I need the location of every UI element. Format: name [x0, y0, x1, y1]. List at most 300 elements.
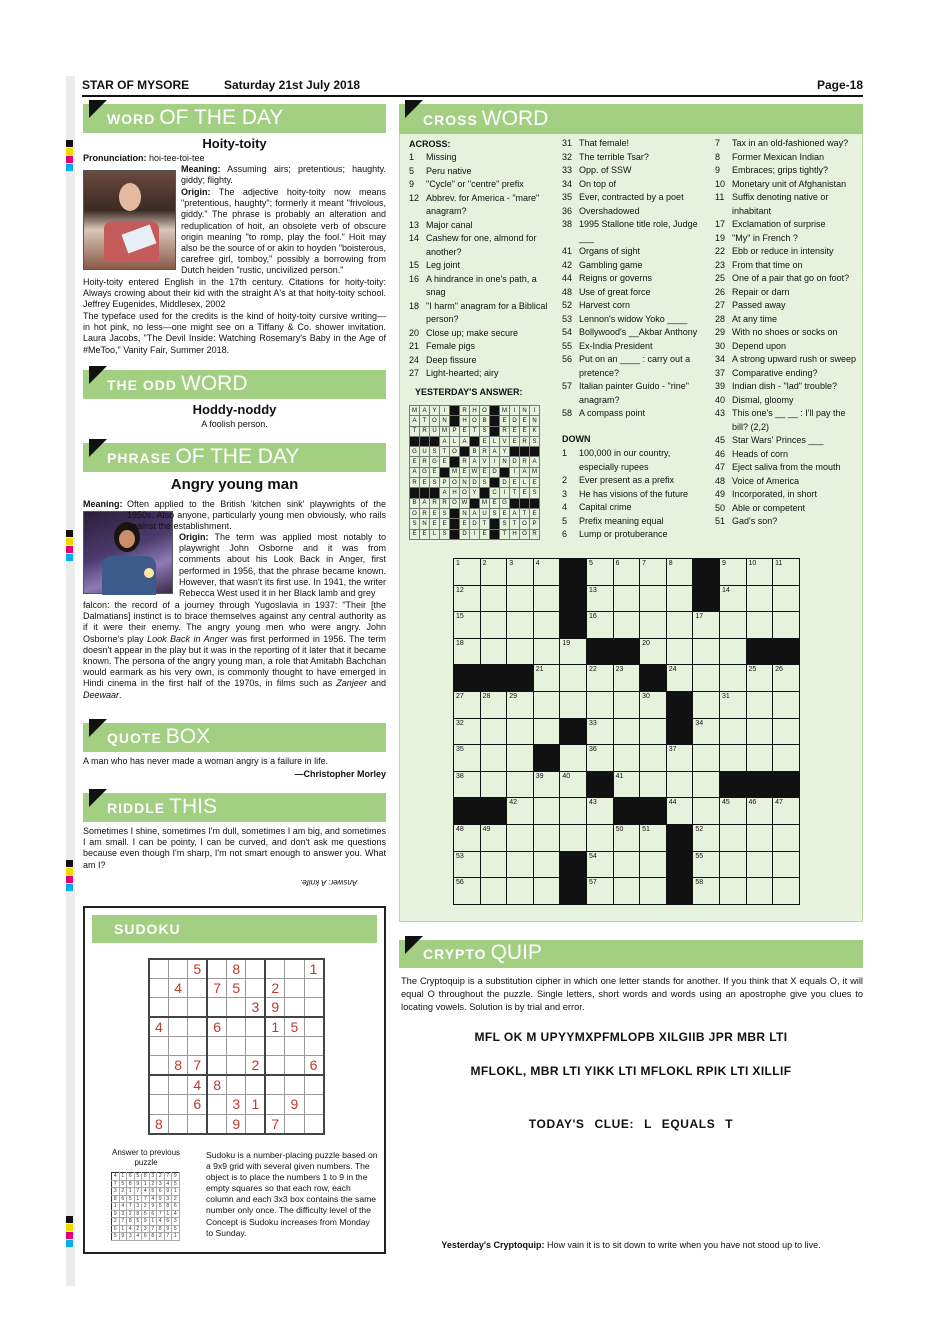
clue-item: 14 Cashew for one, almond for another?: [409, 233, 537, 257]
sudoku-cell[interactable]: [149, 1056, 168, 1075]
crossword-cell[interactable]: 10: [746, 559, 773, 586]
crossword-cell[interactable]: [507, 638, 534, 665]
clue-item: 36 Overshadowed: [562, 205, 640, 216]
sudoku-cell[interactable]: [207, 1114, 226, 1133]
sudoku-cell[interactable]: [246, 1017, 265, 1036]
riddle-answer: Answer: A knife.: [300, 878, 358, 887]
crossword-cell[interactable]: 21: [533, 665, 560, 692]
crossword-cell[interactable]: 20: [640, 638, 667, 665]
sudoku-cell[interactable]: [285, 1037, 304, 1056]
crossword-cell[interactable]: 34: [693, 718, 720, 745]
crossword-cell[interactable]: 31: [719, 691, 746, 718]
sudoku-cell: 8: [207, 1075, 226, 1094]
sudoku-cell: 3: [157, 1180, 165, 1188]
crossword-cell[interactable]: [640, 612, 667, 639]
answer-cell: [430, 488, 440, 498]
answer-cell: E: [460, 426, 470, 436]
crossword-black-cell: [640, 798, 667, 825]
crossword-cell[interactable]: 52: [693, 824, 720, 851]
crossword-cell[interactable]: 3: [507, 559, 534, 586]
answer-cell: R: [420, 508, 430, 518]
sudoku-cell: 9: [134, 1180, 142, 1188]
crossword-cell[interactable]: [533, 878, 560, 905]
crossword-cell[interactable]: [560, 745, 587, 772]
sudoku-cell[interactable]: [207, 959, 226, 978]
sudoku-cell[interactable]: [168, 1075, 187, 1094]
crossword-cell[interactable]: [507, 851, 534, 878]
answer-cell: E: [440, 519, 450, 529]
clue-item: 19 "My" in French ?: [715, 232, 798, 243]
crossword-cell[interactable]: [613, 745, 640, 772]
sudoku-cell[interactable]: [246, 1037, 265, 1056]
crossword-cell[interactable]: 18: [454, 638, 481, 665]
crossword-cell[interactable]: [560, 665, 587, 692]
sudoku-cell[interactable]: [149, 998, 168, 1017]
sudoku-cell[interactable]: [227, 1037, 246, 1056]
crossword-cell[interactable]: 46: [746, 798, 773, 825]
clue-item: 49 Incorporated, in short: [715, 489, 818, 499]
crossword-cell[interactable]: 40: [560, 771, 587, 798]
crossword-cell[interactable]: [640, 851, 667, 878]
sudoku-cell: 5: [134, 1218, 142, 1226]
crossword-cell[interactable]: [746, 612, 773, 639]
crossword-cell[interactable]: [560, 691, 587, 718]
crossword-cell[interactable]: 57: [586, 878, 613, 905]
crossword-cell[interactable]: 37: [666, 745, 693, 772]
answer-cell: R: [430, 498, 440, 508]
crossword-cell[interactable]: [533, 718, 560, 745]
sudoku-cell[interactable]: [149, 1037, 168, 1056]
crossword-cell[interactable]: [533, 798, 560, 825]
crossword-cell[interactable]: 16: [586, 612, 613, 639]
sudoku-cell[interactable]: [246, 959, 265, 978]
crossword-black-cell: [773, 638, 800, 665]
crossword-cell[interactable]: 45: [719, 798, 746, 825]
sudoku-cell[interactable]: [285, 1114, 304, 1133]
sudoku-cell[interactable]: [168, 1037, 187, 1056]
crossword-cell[interactable]: [533, 691, 560, 718]
crossword-cell[interactable]: 8: [666, 559, 693, 586]
crossword-cell[interactable]: [746, 718, 773, 745]
sudoku-cell[interactable]: [188, 1017, 207, 1036]
sudoku-cell[interactable]: [285, 959, 304, 978]
crossword-cell[interactable]: [746, 851, 773, 878]
crossword-cell[interactable]: [640, 718, 667, 745]
clue-item: 52 Harvest corn: [562, 300, 631, 310]
answer-cell: U: [480, 508, 490, 518]
crossword-cell[interactable]: [773, 851, 800, 878]
sudoku-cell: 3: [246, 998, 265, 1017]
crossword-cell[interactable]: [586, 824, 613, 851]
woman-portrait-photo: [83, 170, 176, 270]
crossword-cell[interactable]: [507, 878, 534, 905]
crossword-cell[interactable]: [507, 824, 534, 851]
sudoku-cell: 7: [127, 1203, 135, 1211]
crossword-black-cell: [480, 665, 507, 692]
crossword-cell[interactable]: 42: [507, 798, 534, 825]
sudoku-cell[interactable]: [304, 1037, 323, 1056]
sudoku-cell[interactable]: [207, 1056, 226, 1075]
sudoku-cell[interactable]: [207, 1037, 226, 1056]
sudoku-cell[interactable]: [149, 959, 168, 978]
crossword-cell[interactable]: 27: [454, 691, 481, 718]
answer-cell: [470, 498, 480, 508]
crossword-cell[interactable]: 4: [533, 559, 560, 586]
sudoku-cell[interactable]: [304, 978, 323, 997]
crossword-cell[interactable]: [693, 745, 720, 772]
sudoku-cell: 7: [207, 978, 226, 997]
answer-cell: [440, 467, 450, 477]
sudoku-cell: 4: [172, 1210, 180, 1218]
sudoku-cell: 8: [142, 1173, 150, 1181]
answer-cell: D: [490, 467, 500, 477]
crossword-cell[interactable]: [746, 745, 773, 772]
crossword-cell[interactable]: [693, 798, 720, 825]
crossword-cell[interactable]: [719, 851, 746, 878]
clue-item: 5 Peru native: [409, 165, 472, 176]
clue-item: 54 Bollywood's __Akbar Anthony: [562, 327, 698, 337]
answer-cell: T: [480, 519, 490, 529]
crossword-cell[interactable]: 50: [613, 824, 640, 851]
crossword-cell[interactable]: 48: [454, 824, 481, 851]
sudoku-cell[interactable]: [265, 1037, 284, 1056]
crossword-cell[interactable]: [480, 745, 507, 772]
crossword-black-cell: [560, 612, 587, 639]
crossword-cell[interactable]: [719, 638, 746, 665]
crossword-cell[interactable]: [693, 771, 720, 798]
clue-item: 5 Prefix meaning equal: [562, 515, 664, 526]
crossword-cell[interactable]: [719, 745, 746, 772]
sudoku-cell: 9: [119, 1233, 127, 1241]
crossword-cell[interactable]: [613, 612, 640, 639]
crossword-cell[interactable]: [640, 771, 667, 798]
sudoku-cell[interactable]: [246, 978, 265, 997]
crossword-black-cell: [666, 878, 693, 905]
crossword-cell[interactable]: 6: [613, 559, 640, 586]
crossword-cell[interactable]: [560, 798, 587, 825]
crossword-cell[interactable]: [773, 718, 800, 745]
crossword-cell[interactable]: 49: [480, 824, 507, 851]
crossword-cell[interactable]: [480, 638, 507, 665]
sudoku-cell[interactable]: [227, 1017, 246, 1036]
crossword-cell[interactable]: 54: [586, 851, 613, 878]
clue-item: 56 Put on an ____ : carry out a pretence?: [562, 354, 691, 378]
crossword-cell[interactable]: [480, 878, 507, 905]
answer-cell: [490, 529, 500, 539]
answer-cell: S: [500, 519, 510, 529]
crossword-cell[interactable]: [773, 745, 800, 772]
sudoku-cell[interactable]: [168, 959, 187, 978]
answer-cell: S: [480, 426, 490, 436]
crossword-cell[interactable]: [613, 878, 640, 905]
crossword-cell[interactable]: [613, 585, 640, 612]
crossword-cell[interactable]: 30: [640, 691, 667, 718]
sudoku-cell: 1: [172, 1233, 180, 1241]
crossword-cell[interactable]: 39: [533, 771, 560, 798]
sudoku-cell[interactable]: [168, 1017, 187, 1036]
answer-cell: N: [460, 508, 470, 518]
crossword-cell[interactable]: 47: [773, 798, 800, 825]
crossword-cell[interactable]: [746, 878, 773, 905]
sudoku-cell: 2: [157, 1173, 165, 1181]
sudoku-cell[interactable]: [304, 1075, 323, 1094]
answer-cell: R: [500, 426, 510, 436]
crossword-cell[interactable]: 25: [746, 665, 773, 692]
sudoku-cell[interactable]: [227, 1056, 246, 1075]
crossword-cell[interactable]: [719, 665, 746, 692]
answer-cell: C: [490, 488, 500, 498]
crossword-cell[interactable]: 22: [586, 665, 613, 692]
clue-item: 29 With no shoes or socks on: [715, 327, 838, 337]
answer-cell: E: [500, 416, 510, 426]
crossword-black-cell: [693, 559, 720, 586]
crossword-cell[interactable]: 26: [773, 665, 800, 692]
sudoku-cell[interactable]: [285, 978, 304, 997]
sudoku-cell[interactable]: [304, 1114, 323, 1133]
sudoku-cell[interactable]: [188, 1037, 207, 1056]
yesterday-crossword-answer: [409, 405, 540, 540]
crossword-cell[interactable]: 56: [454, 878, 481, 905]
color-marks: [66, 140, 73, 172]
sudoku-grid[interactable]: [148, 958, 325, 1135]
sudoku-cell[interactable]: [188, 998, 207, 1017]
crossword-cell[interactable]: [560, 824, 587, 851]
sudoku-cell[interactable]: [168, 998, 187, 1017]
crossword-cell[interactable]: 23: [613, 665, 640, 692]
crossword-cell[interactable]: [507, 771, 534, 798]
page-header: [82, 76, 863, 96]
crossword-cell[interactable]: 9: [719, 559, 746, 586]
crossword-cell[interactable]: [507, 718, 534, 745]
answer-cell: [510, 498, 520, 508]
crossword-cell[interactable]: 14: [719, 585, 746, 612]
crossword-cell[interactable]: 19: [560, 638, 587, 665]
clue-item: 12 Abbrev. for America - "mare" anagram?: [409, 192, 540, 216]
crossword-cell[interactable]: [480, 851, 507, 878]
crossword-cell[interactable]: [480, 771, 507, 798]
crossword-cell[interactable]: [640, 745, 667, 772]
crossword-cell[interactable]: 55: [693, 851, 720, 878]
color-marks: [66, 860, 73, 892]
crossword-cell[interactable]: [719, 718, 746, 745]
answer-cell: M: [530, 467, 540, 477]
answer-cell: H: [510, 529, 520, 539]
crossword-cell[interactable]: [719, 824, 746, 851]
crossword-cell[interactable]: [693, 691, 720, 718]
crossword-cell[interactable]: 28: [480, 691, 507, 718]
crossword-cell[interactable]: 5: [586, 559, 613, 586]
crossword-cell[interactable]: 58: [693, 878, 720, 905]
clue-item: 6 Lump or protuberance: [562, 529, 668, 539]
crossword-cell[interactable]: 7: [640, 559, 667, 586]
sudoku-cell: 1: [172, 1188, 180, 1196]
crossword-cell[interactable]: [533, 851, 560, 878]
crossword-cell[interactable]: [773, 878, 800, 905]
clue-item: 44 Reigns or governs: [562, 273, 653, 283]
crossword-cell[interactable]: [773, 824, 800, 851]
crossword-cell[interactable]: 38: [454, 771, 481, 798]
sudoku-cell: 1: [112, 1203, 120, 1211]
crossword-cell[interactable]: 29: [507, 691, 534, 718]
answer-cell: S: [410, 519, 420, 529]
crossword-cell[interactable]: 12: [454, 585, 481, 612]
crossword-cell[interactable]: [480, 718, 507, 745]
clue-item: 13 Major canal: [409, 219, 473, 230]
crossword-cell[interactable]: 17: [693, 612, 720, 639]
sudoku-cell: 7: [149, 1225, 157, 1233]
sudoku-cell[interactable]: [207, 1095, 226, 1114]
sudoku-cell: 6: [149, 1210, 157, 1218]
crossword-cell[interactable]: 36: [586, 745, 613, 772]
crossword-cell[interactable]: 35: [454, 745, 481, 772]
crossword-cell[interactable]: 2: [480, 559, 507, 586]
crossword-cell[interactable]: [640, 878, 667, 905]
crossword-cell[interactable]: 43: [586, 798, 613, 825]
crossword-cell[interactable]: 41: [613, 771, 640, 798]
clue-item: 10 Monetary unit of Afghanistan: [715, 178, 847, 189]
phrase-history: falcon: the record of a journey through Yugoslavia in 1937: "Their [the Dalmatians] instinct is to brace themselves against any central authority as if it were their enemy. The angry young men who were angry. John Osborne's play Look Back in Anger was first performed in 1956. The term doesn't appear in the play but it was in the reporting of it later that it became known. The persona of the angry young man, a role that Amitabh Bachchan would earmark as his very own, is commonly thought to have emerged in Hindi cinema in the first half of the 1970s, in films such as Zanjeer and Deewaar.: [83, 600, 386, 700]
across-clues-col1: [409, 151, 554, 381]
sudoku-cell[interactable]: [285, 998, 304, 1017]
crossword-cell[interactable]: 33: [586, 718, 613, 745]
crossword-cell[interactable]: [773, 612, 800, 639]
crossword-cell[interactable]: 51: [640, 824, 667, 851]
sudoku-cell: 2: [172, 1195, 180, 1203]
crossword-cell[interactable]: [507, 745, 534, 772]
crossword-cell[interactable]: [533, 585, 560, 612]
sudoku-cell[interactable]: [149, 1095, 168, 1114]
clue-item: 32 The terrible Tsar?: [562, 151, 649, 162]
sudoku-cell[interactable]: [188, 978, 207, 997]
sudoku-cell[interactable]: [227, 998, 246, 1017]
crossword-black-cell: [613, 638, 640, 665]
crossword-cell[interactable]: [480, 585, 507, 612]
crossword-cell[interactable]: [746, 585, 773, 612]
crossword-cell[interactable]: 1: [454, 559, 481, 586]
answer-cell: A: [530, 457, 540, 467]
crossword-cell[interactable]: [773, 585, 800, 612]
crossword-cell[interactable]: [666, 585, 693, 612]
paper-name: STAR OF MYSORE: [82, 78, 190, 92]
answer-cell: S: [490, 508, 500, 518]
clue-item: 18 "I harm" anagram for a Biblical person?: [409, 300, 548, 324]
sudoku-cell[interactable]: [265, 1056, 284, 1075]
answer-cell: H: [470, 406, 480, 416]
crossword-cell[interactable]: [719, 612, 746, 639]
crossword-cell[interactable]: 24: [666, 665, 693, 692]
sudoku-cell: 6: [157, 1188, 165, 1196]
crossword-grid[interactable]: [453, 558, 800, 905]
cryptoquip-intro: The Cryptoquip is a substitution cipher in which one letter stands for another. If you think that X equals O, it will equal O throughout the puzzle. Single letters, short words and words using an apostrophe give you clues to locating vowels. Solution is by trial and error.: [401, 976, 863, 1012]
header-rule: [82, 95, 863, 97]
crossword-cell[interactable]: [586, 691, 613, 718]
sudoku-cell[interactable]: [304, 1017, 323, 1036]
sudoku-cell[interactable]: [265, 1095, 284, 1114]
crossword-cell[interactable]: [746, 824, 773, 851]
crossword-cell[interactable]: [666, 612, 693, 639]
sudoku-cell[interactable]: [265, 1075, 284, 1094]
crossword-cell[interactable]: [613, 718, 640, 745]
crossword-cell[interactable]: [640, 585, 667, 612]
sudoku-cell: 5: [172, 1180, 180, 1188]
clue-item: 57 Italian painter Guido - "rine" anagram?: [562, 381, 689, 405]
answer-cell: O: [450, 498, 460, 508]
answer-cell: E: [530, 478, 540, 488]
answer-cell: O: [480, 406, 490, 416]
crossword-cell[interactable]: [533, 638, 560, 665]
crossword-cell[interactable]: [613, 851, 640, 878]
sudoku-cell: 4: [164, 1180, 172, 1188]
sudoku-prev-label: Answer to previous puzzle: [111, 1148, 181, 1167]
crossword-cell[interactable]: [480, 612, 507, 639]
answer-cell: M: [440, 426, 450, 436]
crossword-cell[interactable]: [666, 771, 693, 798]
sudoku-cell[interactable]: [246, 1075, 265, 1094]
crossword-cell[interactable]: [773, 691, 800, 718]
sudoku-cell: 4: [119, 1203, 127, 1211]
crossword-cell[interactable]: [693, 638, 720, 665]
sudoku-cell[interactable]: [168, 1095, 187, 1114]
crossword-cell[interactable]: [507, 585, 534, 612]
crossword-cell[interactable]: [666, 638, 693, 665]
sudoku-cell[interactable]: [149, 978, 168, 997]
answer-cell: E: [460, 519, 470, 529]
crossword-cell[interactable]: [613, 691, 640, 718]
sudoku-cell[interactable]: [304, 998, 323, 1017]
sudoku-cell[interactable]: [168, 1114, 187, 1133]
sudoku-cell[interactable]: [149, 1075, 168, 1094]
answer-cell: A: [410, 467, 420, 477]
cryptoquip-line-1: MFL OK M UPYYMXPFMLOPB XILGIIB JPR MBR LTI: [474, 1030, 788, 1044]
crossword-cell[interactable]: [693, 665, 720, 692]
sudoku-cell[interactable]: [304, 1095, 323, 1114]
answer-cell: D: [470, 478, 480, 488]
answer-cell: [450, 508, 460, 518]
sudoku-cell: 9: [157, 1195, 165, 1203]
answer-cell: N: [520, 406, 530, 416]
crossword-cell[interactable]: [719, 878, 746, 905]
crossword-black-cell: [613, 798, 640, 825]
answer-cell: A: [440, 436, 450, 446]
crossword-cell[interactable]: 32: [454, 718, 481, 745]
answer-cell: A: [440, 488, 450, 498]
crossword-cell[interactable]: 44: [666, 798, 693, 825]
sudoku-cell[interactable]: [227, 1075, 246, 1094]
sudoku-cell[interactable]: [265, 959, 284, 978]
answer-cell: O: [460, 488, 470, 498]
answer-cell: E: [410, 529, 420, 539]
crossword-cell[interactable]: [507, 612, 534, 639]
sudoku-cell[interactable]: [207, 998, 226, 1017]
crossword-cell[interactable]: 13: [586, 585, 613, 612]
crossword-cell[interactable]: 11: [773, 559, 800, 586]
sudoku-cell[interactable]: [285, 1075, 304, 1094]
sudoku-cell[interactable]: [285, 1056, 304, 1075]
crossword-cell[interactable]: 15: [454, 612, 481, 639]
sudoku-cell: 9: [285, 1095, 304, 1114]
sudoku-cell[interactable]: [188, 1114, 207, 1133]
clue-item: 21 Female pigs: [409, 341, 476, 351]
crossword-cell[interactable]: [533, 824, 560, 851]
answer-cell: E: [480, 529, 490, 539]
crossword-cell[interactable]: [533, 612, 560, 639]
crossword-banner: CROSS WORD: [399, 104, 863, 134]
sudoku-cell[interactable]: [246, 1114, 265, 1133]
crossword-cell[interactable]: 53: [454, 851, 481, 878]
answer-cell: A: [520, 467, 530, 477]
crossword-cell[interactable]: [746, 691, 773, 718]
answer-cell: O: [450, 447, 460, 457]
